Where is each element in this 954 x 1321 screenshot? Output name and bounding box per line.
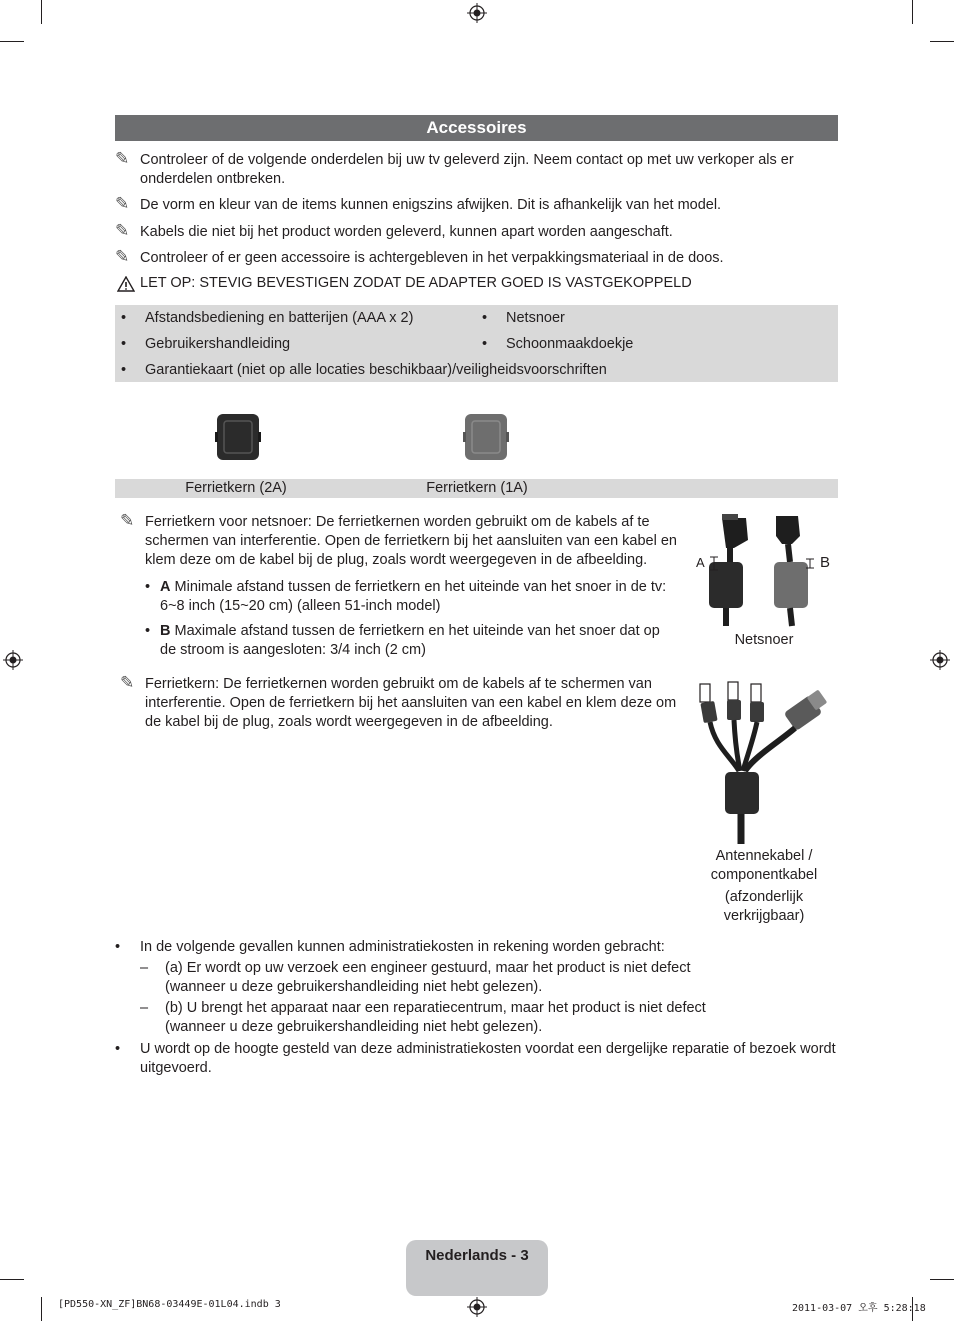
note: ✎ Controleer of de volgende onderdelen bij uw tv geleverd zijn. Neem contact op met uw verkoper als er onderdelen ontbreken. — [115, 149, 794, 187]
crop-mark — [41, 0, 42, 24]
crop-mark — [930, 1279, 954, 1280]
pencil-icon: ✎ — [120, 511, 135, 530]
list-item: • Garantiekaart (niet op alle locaties beschikbaar)/veiligheidsvoorschriften — [121, 362, 607, 378]
ferrite-1a-label: Ferrietkern (1A) — [426, 480, 528, 496]
note-power-cord: ✎ Ferrietkern voor netsnoer: De ferrietkernen worden gebruikt om de kabels af te schermen van interferentie. Open de ferrietkern bij het aansluiten van een kabel en klem deze om de kabel bij de plug, zoals wordt weergegeven in de afbeelding. — [120, 511, 677, 568]
ferrite-2a-label: Ferrietkern (2A) — [185, 480, 287, 496]
footer-timestamp: 2011-03-07 오후 5:28:18 — [792, 1303, 926, 1314]
crop-mark — [41, 1297, 42, 1321]
pencil-icon: ✎ — [115, 194, 130, 213]
note: ✎ Controleer of er geen accessoire is achtergebleven in het verpakkingsmateriaal in de doos. — [115, 247, 724, 266]
footer-file-info: [PD550-XN_ZF]BN68-03449E-01L04.indb 3 — [58, 1299, 281, 1310]
pencil-icon: ✎ — [115, 221, 130, 240]
list-item: • Netsnoer — [482, 310, 565, 326]
ferrite-core-2a-image — [215, 412, 261, 462]
pencil-icon: ✎ — [115, 247, 130, 266]
note: ✎ Kabels die niet bij het product worden geleverd, kunnen apart worden aangeschaft. — [115, 221, 673, 240]
registration-mark-icon — [3, 650, 23, 670]
note: ✎ De vorm en kleur van de items kunnen enigszins afwijken. Dit is afhankelijk van het model. — [115, 194, 722, 213]
crop-mark — [0, 41, 24, 42]
component-cable-ferrite-image — [695, 676, 835, 846]
warning — [115, 274, 835, 293]
warning-triangle-icon — [117, 276, 135, 292]
list-item: • In de volgende gevallen kunnen administratiekosten in rekening worden gebracht: — [115, 939, 665, 955]
marker-b-label: B — [820, 554, 831, 571]
sub-item-a: • A Minimale afstand tussen de ferrietkern en het uiteinde van het snoer in de tv: 6~8 inch (15~20 cm) (alleen 51-inch model) — [145, 579, 667, 614]
marker-a-label: A — [696, 555, 705, 570]
note-ferrite: ✎ Ferrietkern: De ferrietkernen worden gebruikt om de kabels af te schermen van interferentie. Open de ferrietkern bij het aansluiten van een kabel en klem deze om de kabel bij de plug, zoals wordt weergegeven in de afbeelding. — [120, 673, 677, 730]
ferrite-core-1a-image — [463, 412, 509, 462]
warning-text: LET OP: STEVIG BEVESTIGEN ZODAT DE ADAPTER GOED IS VASTGEKOPPELD — [140, 275, 692, 291]
power-cord-ferrite-image — [700, 510, 840, 628]
crop-mark — [0, 1279, 24, 1280]
sub-item-b: • B Maximale afstand tussen de ferrietkern en het uiteinde van het snoer dat op de stroom is aangesloten: 3/4 inch (2 cm) — [145, 623, 660, 658]
list-item: • U wordt op de hoogte gesteld van deze administratiekosten voordat een dergelijke reparatie of bezoek wordt uitgevoerd. — [115, 1041, 836, 1076]
crop-mark — [912, 0, 913, 24]
sub-item-admin-a: – (a) Er wordt op uw verzoek een engineer gestuurd, maar het product is niet defect (wanneer u deze gebruikershandleiding niet hebt gelezen). — [140, 960, 691, 995]
crop-mark — [930, 41, 954, 42]
list-item: • Schoonmaakdoekje — [482, 336, 634, 352]
pencil-icon: ✎ — [115, 149, 130, 168]
page-number-tab: Nederlands - 3 — [406, 1240, 548, 1296]
list-item: • Gebruikershandleiding — [121, 336, 291, 352]
section-title: Accessoires — [115, 115, 838, 141]
registration-mark-icon — [467, 3, 487, 23]
registration-mark-icon — [467, 1297, 487, 1317]
list-item: • Afstandsbediening en batterijen (AAA x 2) — [121, 310, 414, 326]
netsnoer-caption: Netsnoer — [734, 632, 794, 648]
registration-mark-icon — [930, 650, 950, 670]
pencil-icon: ✎ — [120, 673, 135, 692]
sub-item-admin-b: – (b) U brengt het apparaat naar een reparatiecentrum, maar het product is niet defect (wanneer u deze gebruikershandleiding niet hebt gelezen). — [140, 1000, 706, 1035]
antenna-caption: Antennekabel / componentkabel (afzonderlijk verkrijgbaar) — [710, 848, 818, 924]
